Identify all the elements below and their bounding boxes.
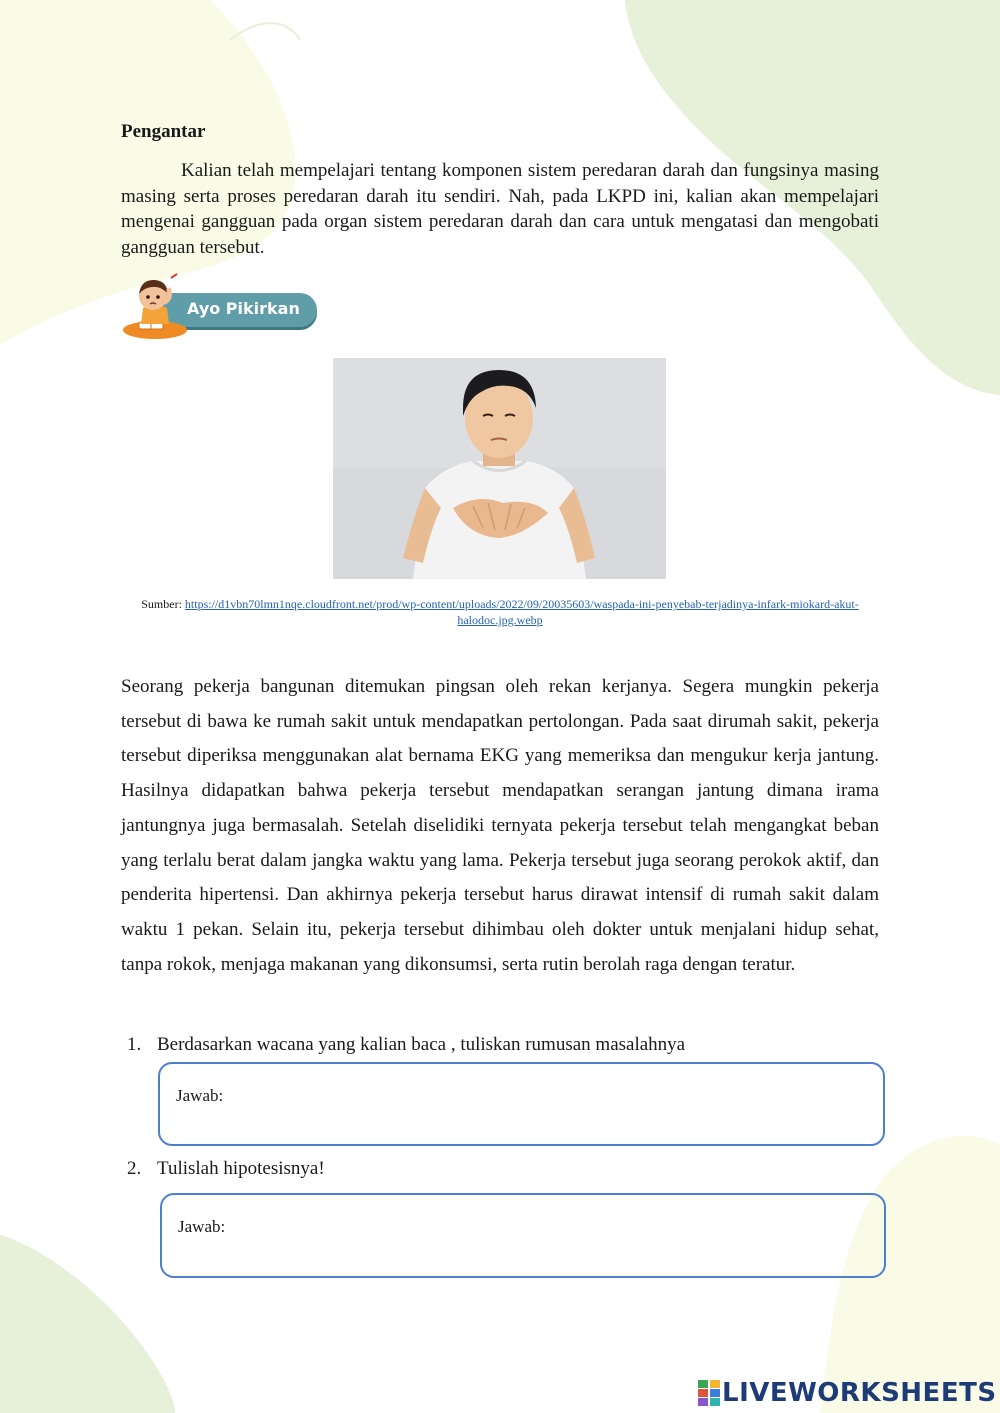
intro-paragraph: Kalian telah mempelajari tentang komponen sistem peredaran darah dan fungsinya masing masing serta proses peredaran darah itu sendiri. Nah, pada LKPD ini, kalian akan mempelajari mengenai gangguan pada organ sistem peredaran darah dan cara untuk mengatasi dan mengobati gangguan tersebut.	[121, 160, 879, 258]
question-2-text: Tulislah hipotesisnya!	[157, 1158, 325, 1179]
image-source-caption	[130, 596, 870, 628]
question-2-number: 2.	[127, 1158, 142, 1179]
banner-label: Ayo Pikirkan	[187, 299, 300, 318]
story-paragraph: Seorang pekerja bangunan ditemukan pingsan oleh rekan kerjanya. Segera mungkin pekerja tersebut di bawa ke rumah sakit untuk mendapatkan pertolongan. Pada saat dirumah sakit, pekerja tersebut diperiksa menggunakan alat bernama EKG yang memeriksa dan mengukur kerja jantung. Hasilnya didapatkan bahwa pekerja tersebut mendapatkan serangan jantung dimana irama jantungnya juga bermasalah. Setelah diselidiki ternyata pekerja tersebut telah mengangkat beban yang terlalu berat dalam jangka waktu yang lama. Pekerja tersebut juga seorang perokok aktif, dan penderita hipertensi. Dan akhirnya pekerja tersebut harus dirawat intensif di rumah sakit dalam waktu 1 pekan. Selain itu, pekerja tersebut dihimbau oleh dokter untuk menjalani hidup sehat, tanpa rokok, menjaga makanan yang dikonsumsi, serta rutin berolah raga dengan teratur.	[121, 676, 879, 975]
question-2	[127, 1158, 325, 1180]
thinking-kid-icon	[121, 272, 193, 344]
question-1	[127, 1034, 685, 1056]
section-heading: Pengantar	[121, 121, 206, 142]
source-prefix: Sumber:	[141, 597, 182, 611]
answer-box-1[interactable]	[158, 1062, 885, 1146]
brand-name: LIVEWORKSHEETS	[722, 1378, 997, 1408]
question-1-text: Berdasarkan wacana yang kalian baca , tuliskan rumusan masalahnya	[157, 1034, 686, 1055]
source-link[interactable]: https://d1vbn70lmn1nqe.cloudfront.net/prod/wp-content/uploads/2022/09/20035603/waspada-ini-penyebab-terjadinya-infark-miokard-akut-halodoc.jpg.webp	[184, 597, 859, 627]
brand-mark-icon	[698, 1380, 720, 1406]
answer-2-label: Jawab:	[178, 1217, 226, 1236]
liveworksheets-logo	[698, 1378, 997, 1408]
question-1-number: 1.	[127, 1034, 142, 1055]
answer-box-2[interactable]	[160, 1193, 886, 1278]
ayo-pikirkan-banner	[121, 272, 321, 344]
chest-pain-photo	[333, 358, 666, 579]
answer-1-label: Jawab:	[176, 1086, 224, 1105]
